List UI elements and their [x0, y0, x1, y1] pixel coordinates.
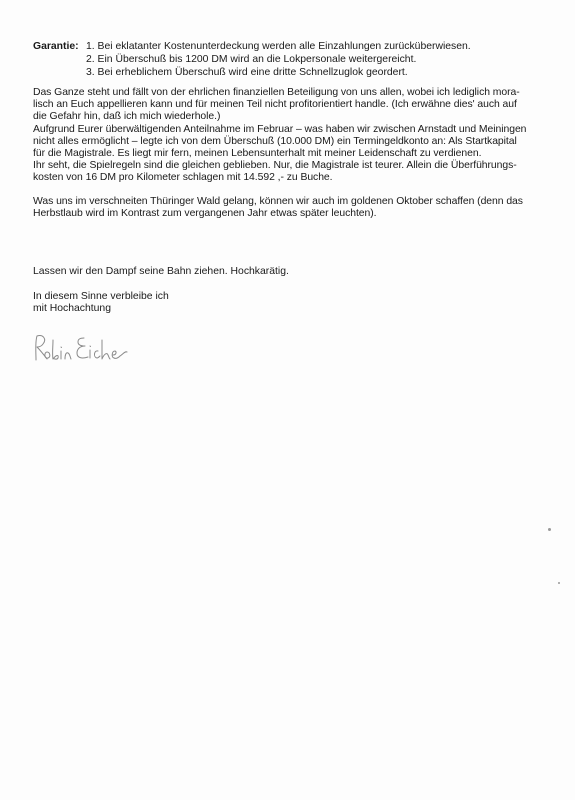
body-line: für die Magistrale. Es liegt mir fern, meinen Lebensunterhalt mit meiner Leidenschaft zu verdienen. — [33, 148, 482, 160]
closing-motto: Lassen wir den Dampf seine Bahn ziehen. Hochkarätig. — [33, 266, 289, 277]
body-paragraphs — [33, 87, 563, 185]
guarantee-row-2 — [33, 53, 563, 66]
last-paragraph — [33, 196, 563, 220]
body-line: Ihr seht, die Spielregeln sind die gleichen geblieben. Nur, die Magistrale ist teurer. Allein die Überführungs- — [33, 160, 517, 172]
guarantee-section — [33, 40, 563, 79]
guarantee-item-1: 1. Bei eklatanter Kostenunterdeckung werden alle Einzahlungen zurücküberwiesen. — [86, 41, 471, 52]
farewell-line-2: mit Hochachtung — [33, 303, 111, 314]
body-line: Aufgrund Eurer überwältigenden Anteilnahme im Februar – was haben wir zwischen Arnstadt und Meiningen — [33, 123, 527, 135]
body-line: Was uns im verschneiten Thüringer Wald gelang, können wir auch im goldenen Oktober schaffen (denn das — [33, 196, 523, 207]
body-line: nicht alles ermöglicht – legte ich von dem Überschuß (10.000 DM) ein Termingeldkonto an: Als Startkapital — [33, 135, 517, 147]
body-line: Das Ganze steht und fällt von der ehrlichen finanziellen Beteiligung von uns allen, wobei ich lediglich mora- — [33, 87, 520, 98]
paper-speck — [558, 582, 560, 584]
guarantee-item-2: 2. Ein Überschuß bis 1200 DM wird an die Lokpersonale weitergereicht. — [86, 54, 417, 65]
paper-speck — [548, 528, 551, 531]
guarantee-item-3: 3. Bei erheblichem Überschuß wird eine dritte Schnellzuglok geordert. — [86, 67, 408, 78]
guarantee-row-1 — [33, 40, 563, 53]
farewell-line-1: In diesem Sinne verbleibe ich — [33, 291, 169, 302]
guarantee-row-3 — [33, 66, 563, 79]
guarantee-label: Garantie: — [33, 41, 79, 52]
handwritten-signature — [30, 330, 145, 366]
body-line: kosten von 16 DM pro Kilometer schlagen mit 14.592 ,- zu Buche. — [33, 172, 333, 184]
body-line: die Gefahr hin, daß ich mich wiederhole.) — [33, 111, 221, 123]
body-line: Herbstlaub wird im Kontrast zum vergangenen Jahr etwas später leuchten). — [33, 208, 377, 220]
body-line: lisch an Euch appellieren kann und für meinen Teil nicht profitorientiert handle. (Ich erwähne dies' auch auf — [33, 99, 517, 111]
